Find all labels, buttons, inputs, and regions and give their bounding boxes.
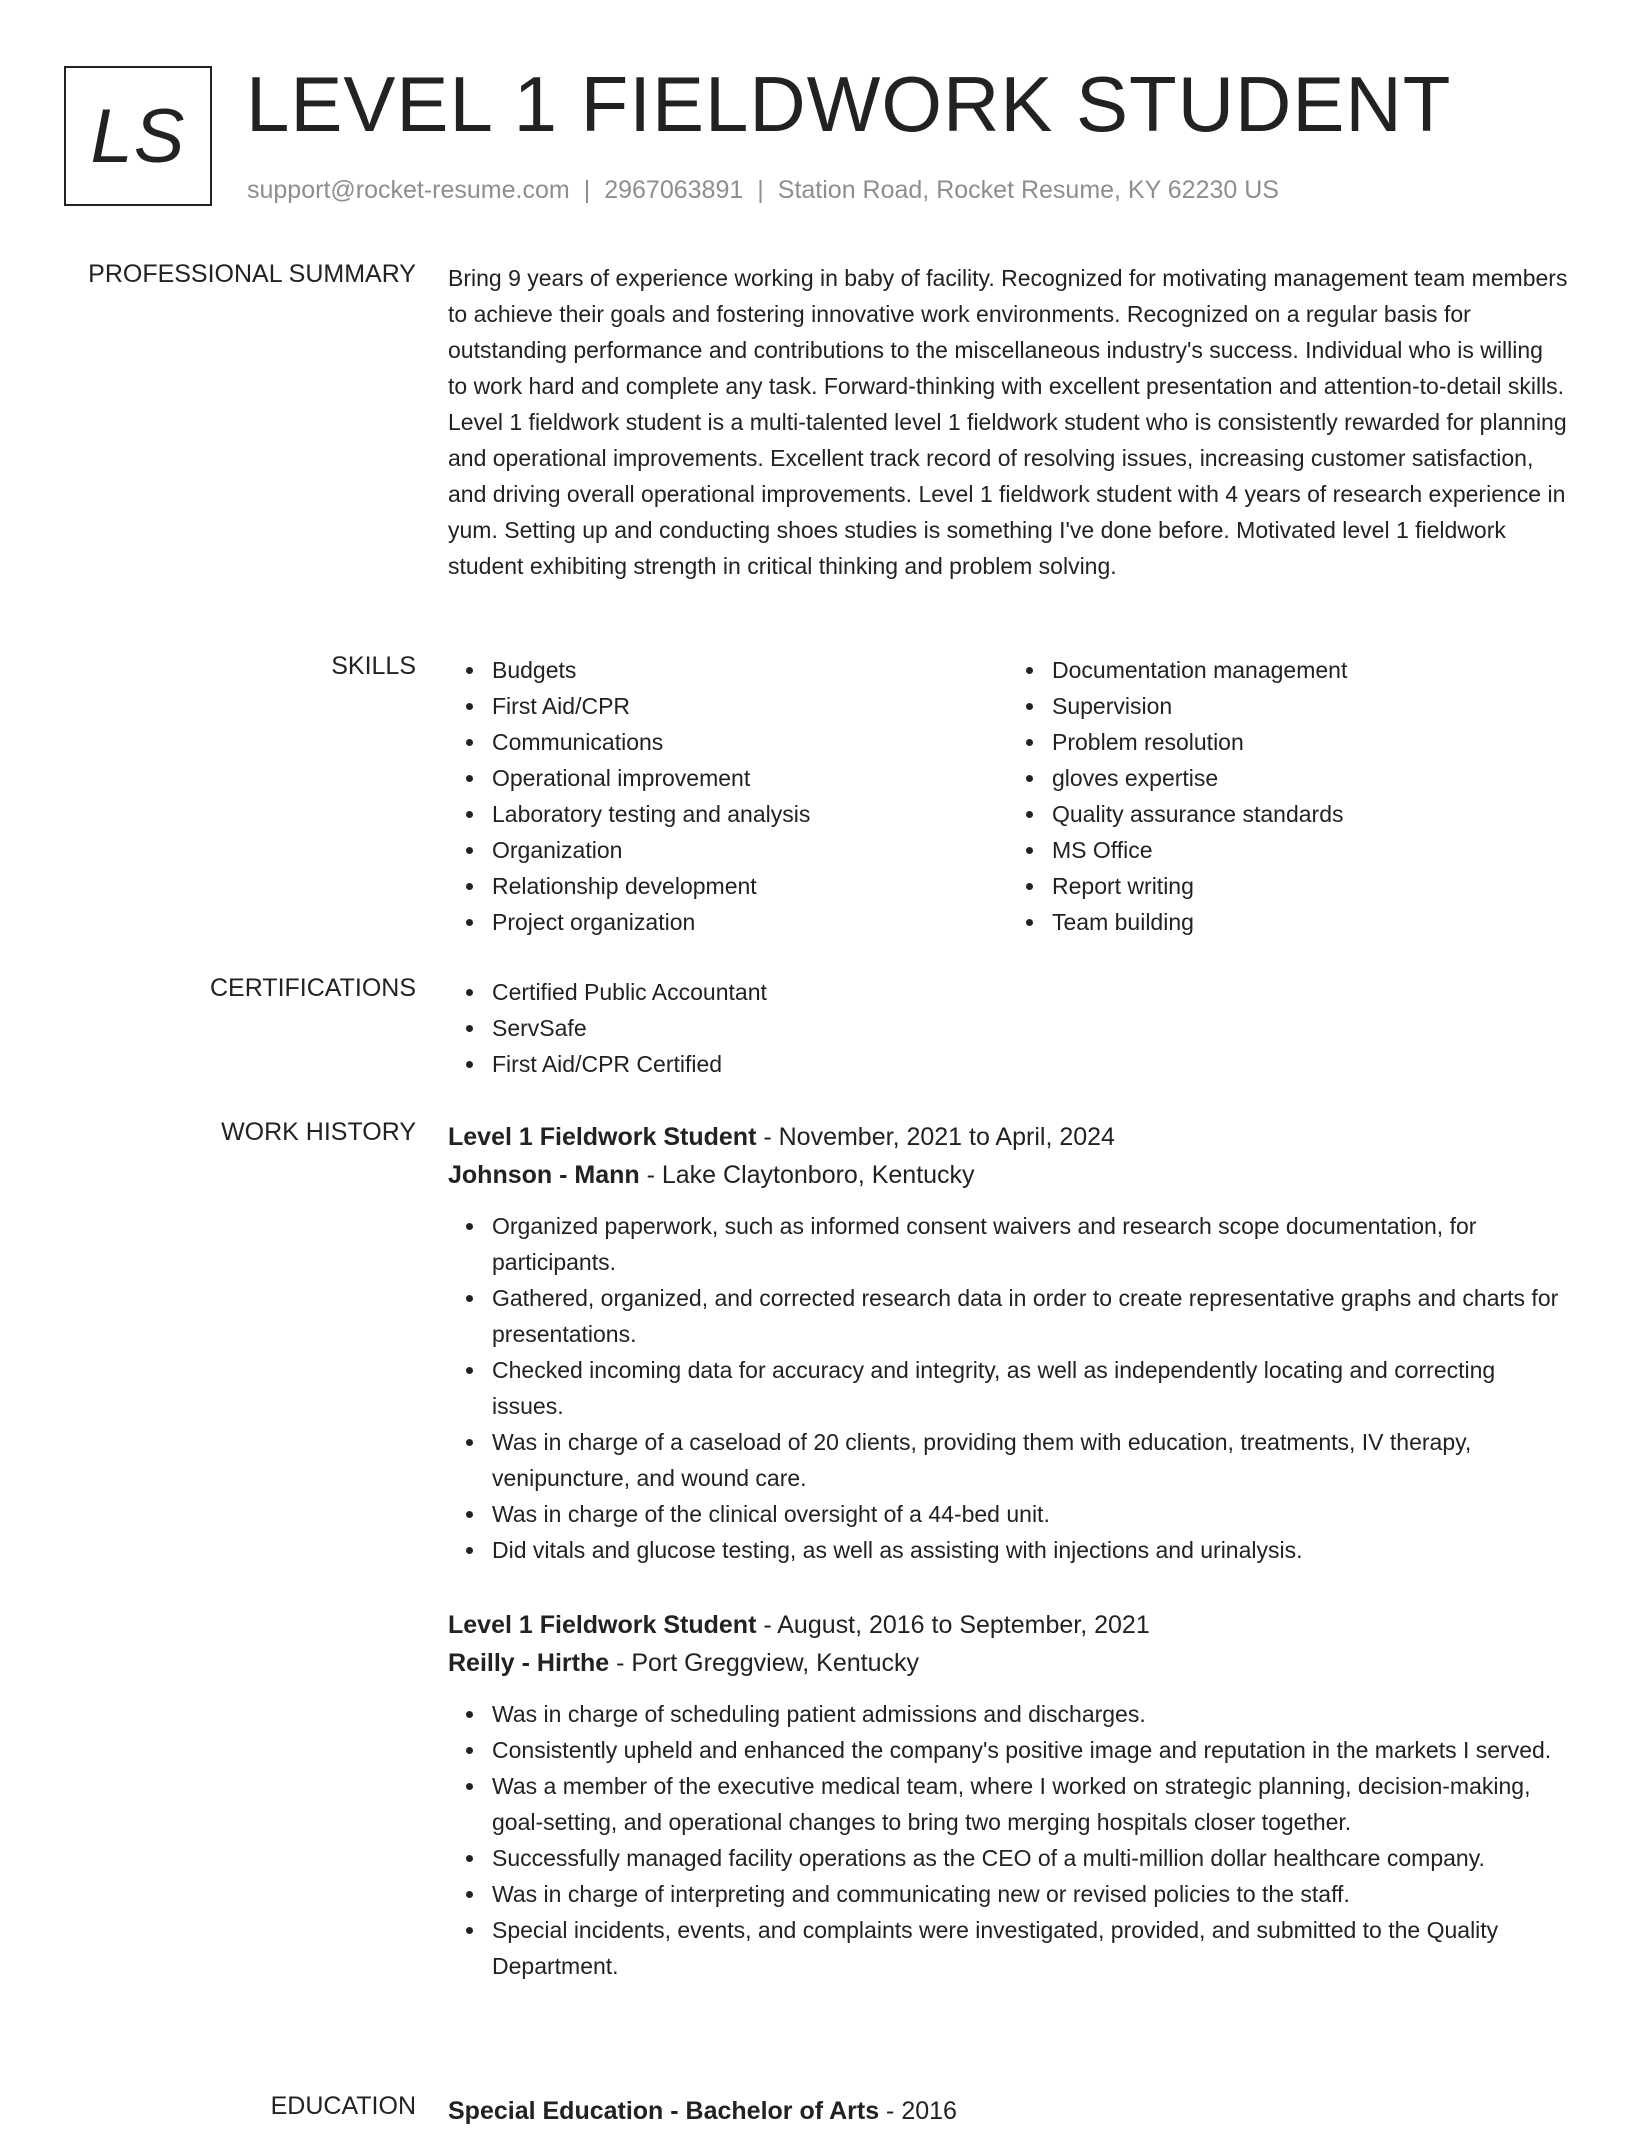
job-title-line [448,1118,1568,1156]
monogram-badge [64,66,212,206]
certification-item: First Aid/CPR Certified [492,1046,1568,1082]
skill-item: Organization [492,832,1008,868]
contact-address: Station Road, Rocket Resume, KY 62230 US [777,176,1279,204]
skill-item: Supervision [1052,688,1568,724]
job-bullet: Was in charge of the clinical oversight of a 44-bed unit. [492,1496,1568,1532]
job-company: Johnson - Mann [448,1161,640,1189]
certifications-list [448,974,1568,1082]
job-dates: - August, 2016 to September, 2021 [756,1611,1150,1639]
job-bullet: Gathered, organized, and corrected research data in order to create representative graphs and charts for presentations. [492,1280,1568,1352]
skill-item: gloves expertise [1052,760,1568,796]
job-company-line [448,1644,1568,1682]
skill-item: Laboratory testing and analysis [492,796,1008,832]
section-label-certifications: CERTIFICATIONS [209,974,416,1002]
skill-item: Quality assurance standards [1052,796,1568,832]
contact-line [247,176,1279,205]
skill-item: Problem resolution [1052,724,1568,760]
education-entry [448,2092,1568,2130]
certification-item: ServSafe [492,1010,1568,1046]
job-bullet: Was in charge of a caseload of 20 clients, providing them with education, treatments, IV therapy, venipuncture, and wound care. [492,1424,1568,1496]
job-company: Reilly - Hirthe [448,1649,610,1677]
job-entry-2 [448,1606,1568,1984]
skill-item: Relationship development [492,868,1008,904]
skills-list-right [1008,652,1568,940]
education-degree: Special Education - Bachelor of Arts [448,2097,880,2125]
job-title-line [448,1606,1568,1644]
job-bullet: Did vitals and glucose testing, as well as assisting with injections and urinalysis. [492,1532,1568,1568]
job-location: - Lake Claytonboro, Kentucky [639,1161,975,1189]
section-label-skills: SKILLS [331,652,416,680]
certification-item: Certified Public Accountant [492,974,1568,1010]
contact-phone[interactable]: 2967063891 [604,176,744,204]
job-location: - Port Greggview, Kentucky [609,1649,920,1677]
education-year: - 2016 [879,2097,957,2125]
job-bullet: Consistently upheld and enhanced the company's positive image and reputation in the markets I served. [492,1732,1568,1768]
job-bullets [448,1208,1568,1568]
section-label-education: EDUCATION [270,2092,416,2120]
job-bullet: Special incidents, events, and complaints were investigated, provided, and submitted to the Quality Department. [492,1912,1568,1984]
job-title: Level 1 Fieldwork Student [448,1611,757,1639]
contact-separator: | [583,176,591,204]
job-entry-1 [448,1118,1568,1568]
resume-name: LEVEL 1 FIELDWORK STUDENT [246,60,1452,148]
skill-item: Budgets [492,652,1008,688]
job-bullet: Successfully managed facility operations as the CEO of a multi-million dollar healthcare company. [492,1840,1568,1876]
skills-columns [448,652,1568,940]
skill-item: Operational improvement [492,760,1008,796]
job-company-line [448,1156,1568,1194]
skill-item: Communications [492,724,1008,760]
job-bullet: Checked incoming data for accuracy and integrity, as well as independently locating and correcting issues. [492,1352,1568,1424]
certifications-content [448,974,1568,1082]
summary-text: Bring 9 years of experience working in baby of facility. Recognized for motivating management team members to achieve their goals and fostering innovative work environments. Recognized on a regular basis for outstanding performance and contributions to the miscellaneous industry's success. Individual who is willing to work hard and complete any task. Forward-thinking with excellent presentation and attention-to-detail skills. Level 1 fieldwork student is a multi-talented level 1 fieldwork student who is consistently rewarded for planning and operational improvements. Excellent track record of resolving issues, increasing customer satisfaction, and driving overall operational improvements. Level 1 fieldwork student with 4 years of research experience in yum. Setting up and conducting shoes studies is something I've done before. Motivated level 1 fieldwork student exhibiting strength in critical thinking and problem solving. [448,265,1568,579]
job-bullet: Was in charge of scheduling patient admissions and discharges. [492,1696,1568,1732]
skill-item: MS Office [1052,832,1568,868]
job-bullet: Was a member of the executive medical team, where I worked on strategic planning, decision-making, goal-setting, and operational changes to bring two merging hospitals closer together. [492,1768,1568,1840]
job-bullet: Organized paperwork, such as informed consent waivers and research scope documentation, for participants. [492,1208,1568,1280]
skills-list-left [448,652,1008,940]
contact-email[interactable]: support@rocket-resume.com [247,176,570,204]
skill-item: Project organization [492,904,1008,940]
section-label-work-history: WORK HISTORY [221,1118,416,1146]
skill-item: First Aid/CPR [492,688,1008,724]
job-bullets [448,1696,1568,1984]
job-dates: - November, 2021 to April, 2024 [756,1123,1115,1151]
job-title: Level 1 Fieldwork Student [448,1123,757,1151]
section-label-summary: PROFESSIONAL SUMMARY [88,260,416,288]
job-bullet: Was in charge of interpreting and communicating new or revised policies to the staff. [492,1876,1568,1912]
skill-item: Team building [1052,904,1568,940]
skill-item: Report writing [1052,868,1568,904]
monogram-initials: LS [90,93,186,179]
skill-item: Documentation management [1052,652,1568,688]
contact-separator: | [757,176,764,204]
